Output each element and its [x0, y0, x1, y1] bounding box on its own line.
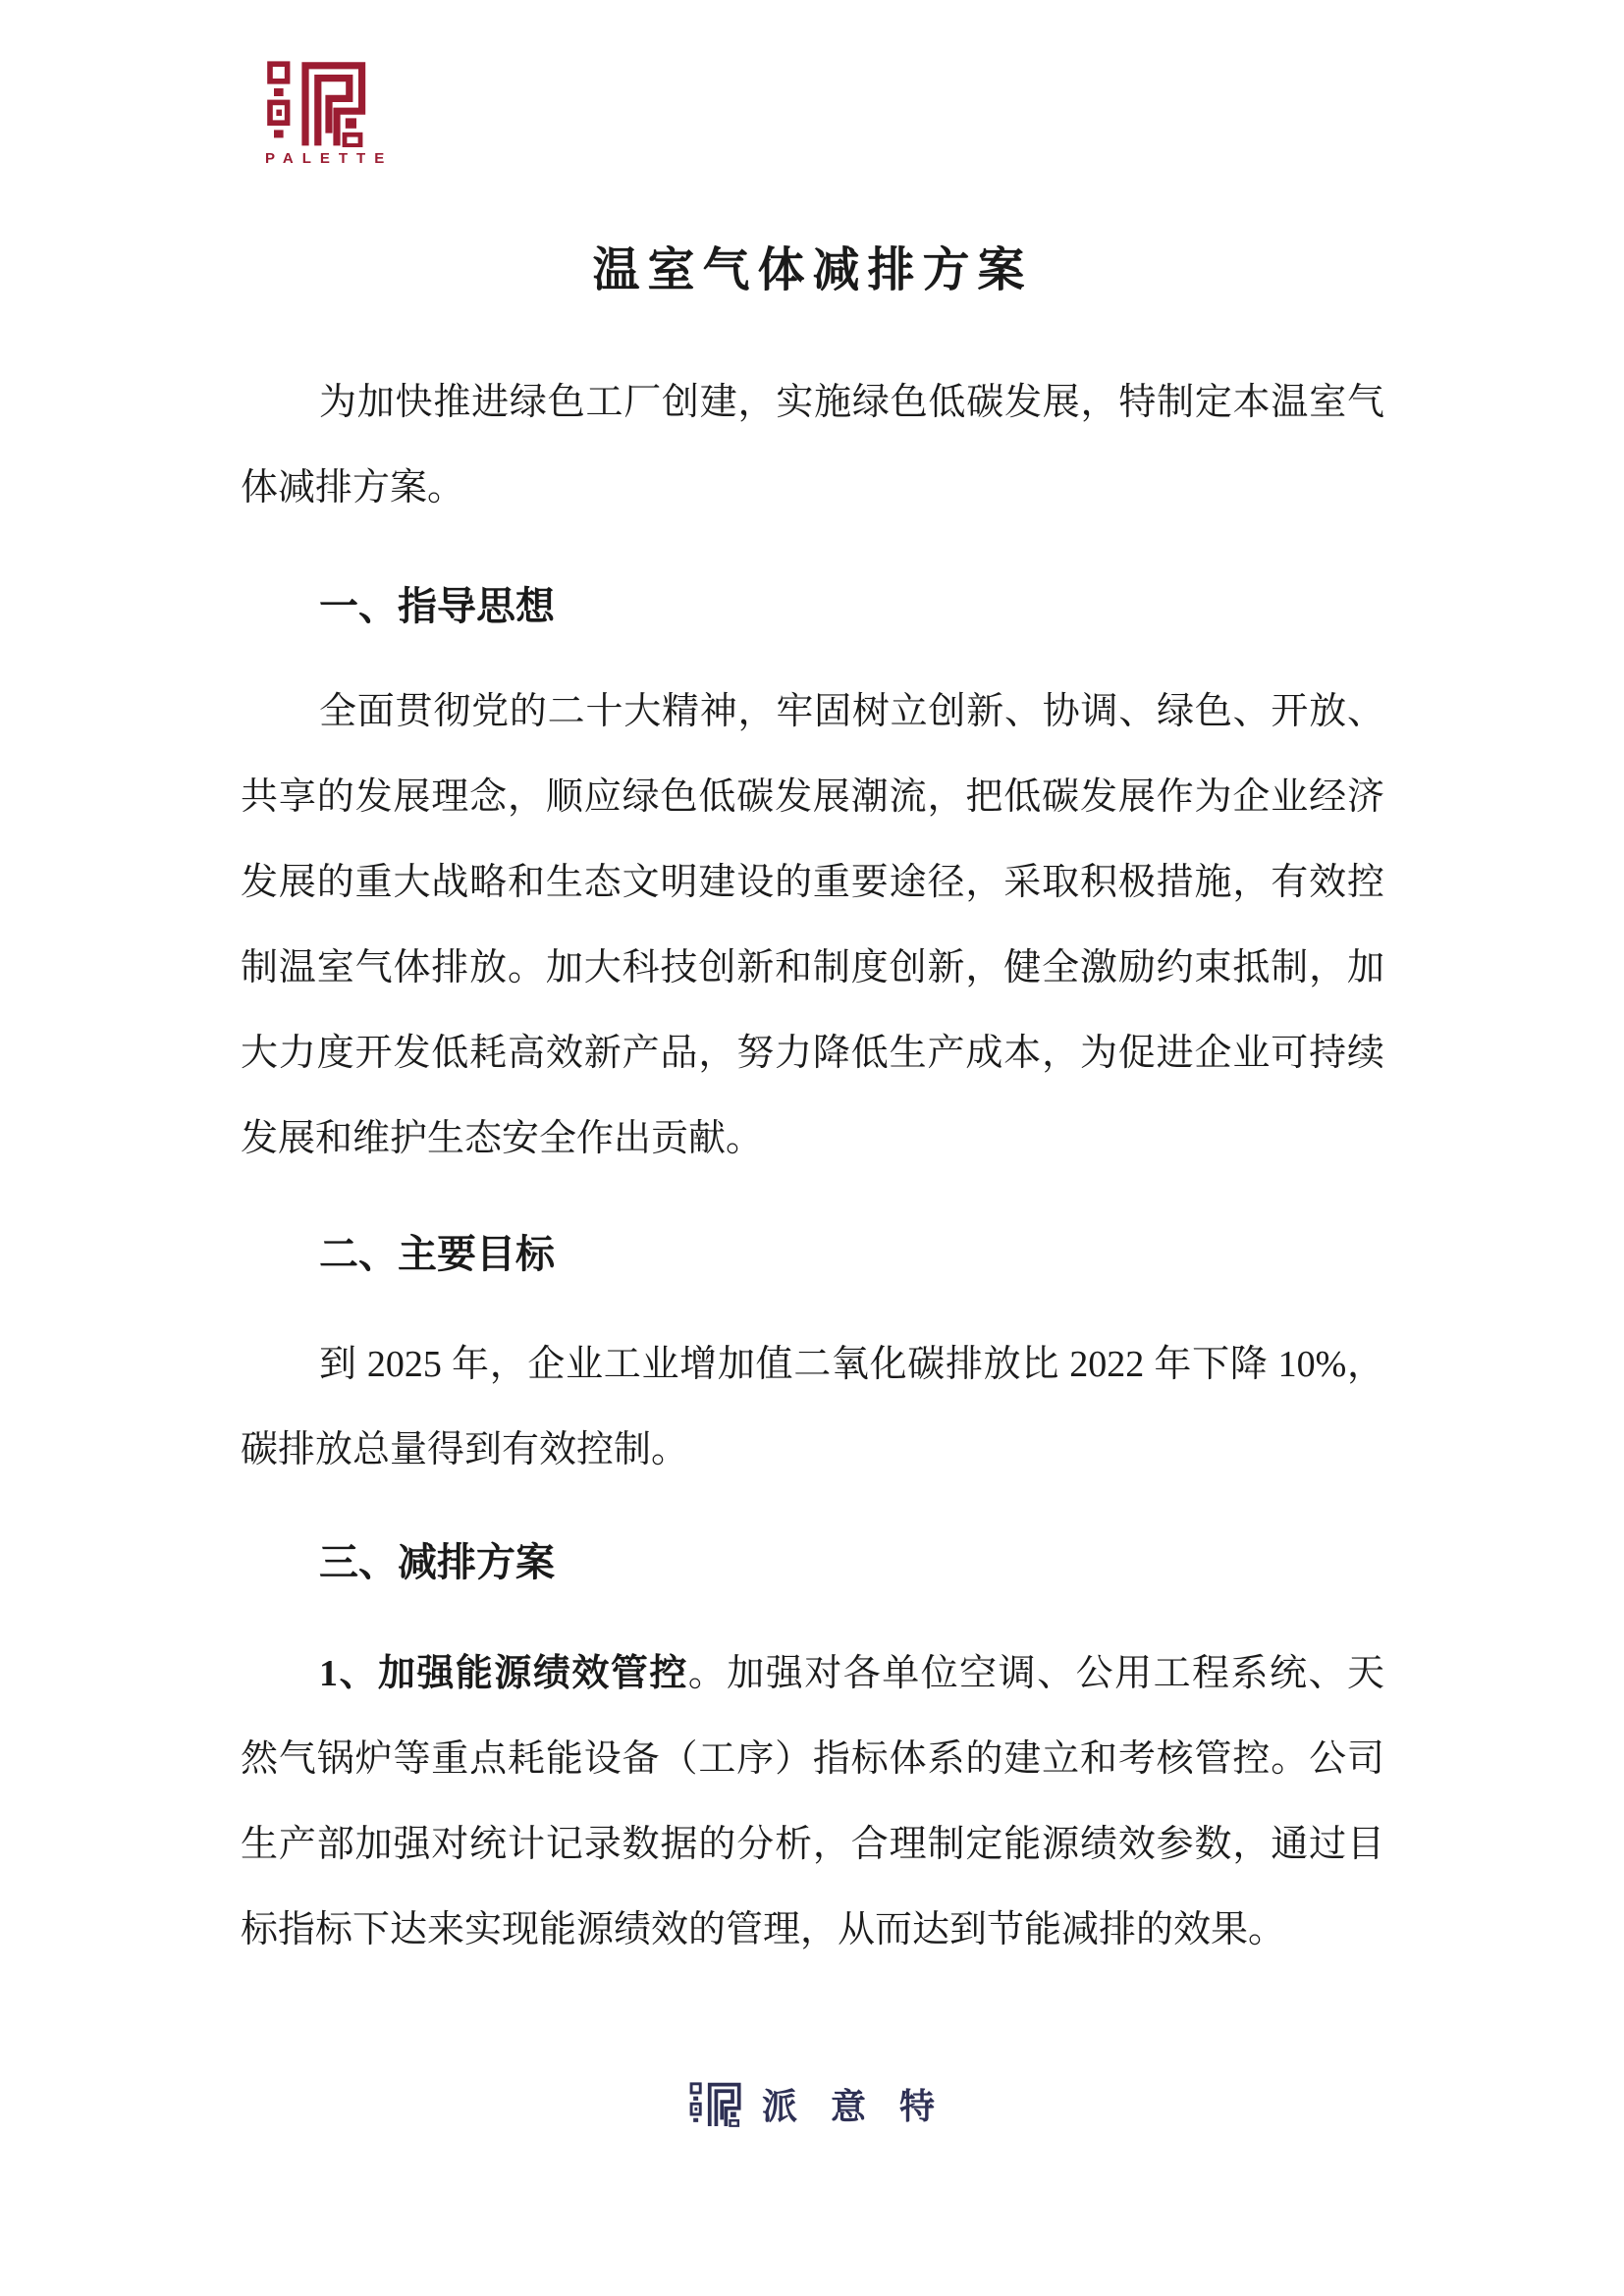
reduction-plan-paragraph — [241, 1631, 1384, 1973]
footer-logo-wordmark: 派意特 — [761, 2086, 968, 2126]
paragraph-line: 碳排放总量得到有效控制。 — [241, 1429, 689, 1470]
section-heading-2: 二、主要目标 — [319, 1233, 555, 1276]
paragraph-line: 发展和维护生态安全作出贡献。 — [241, 1118, 764, 1159]
intro-paragraph — [241, 360, 1384, 531]
paragraph-line: 标指标下达来实现能源绩效的管理，从而达到节能减排的效果。 — [241, 1909, 1286, 1950]
paragraph-line: 到 2025 年，企业工业增加值二氧化碳排放比 2022 年下降 10%， — [319, 1344, 1384, 1385]
paragraph-line — [241, 1631, 1384, 1717]
header-logo-wordmark: PALETTE — [265, 150, 394, 167]
plan-item-lead-rest: 。加强对各单位空调、公用工程系统、天 — [687, 1653, 1384, 1694]
paragraph-line: 生产部加强对统计记录数据的分析，合理制定能源绩效参数，通过目 — [241, 1824, 1384, 1865]
palette-logo-icon — [265, 61, 369, 147]
footer-logo — [0, 2079, 1624, 2129]
header-logo — [265, 61, 403, 167]
main-goals-paragraph — [241, 1322, 1384, 1493]
plan-item-bold-lead: 1、加强能源绩效管控 — [319, 1653, 688, 1694]
paragraph-line: 发展的重大战略和生态文明建设的重要途径，采取积极措施，有效控 — [241, 862, 1384, 903]
section-heading-1: 一、指导思想 — [319, 585, 555, 628]
paragraph-line: 然气锅炉等重点耗能设备（工序）指标体系的建立和考核管控。公司 — [241, 1738, 1384, 1780]
paragraph-line: 全面贯彻党的二十大精神，牢固树立创新、协调、绿色、开放、 — [319, 691, 1384, 732]
guiding-thought-paragraph — [241, 669, 1384, 1182]
paragraph-line: 体减排方案。 — [241, 467, 465, 508]
paragraph-line: 为加快推进绿色工厂创建，实施绿色低碳发展，特制定本温室气 — [319, 382, 1384, 423]
paragraph-line: 大力度开发低耗高效新产品，努力降低生产成本，为促进企业可持续 — [241, 1033, 1384, 1074]
paiyite-logo-icon — [689, 2082, 742, 2127]
paragraph-line: 共享的发展理念，顺应绿色低碳发展潮流，把低碳发展作为企业经济 — [241, 776, 1384, 818]
section-heading-3: 三、减排方案 — [319, 1541, 555, 1584]
document-title: 温室气体减排方案 — [592, 244, 1033, 296]
paragraph-line: 制温室气体排放。加大科技创新和制度创新，健全激励约束抵制，加 — [241, 947, 1384, 988]
